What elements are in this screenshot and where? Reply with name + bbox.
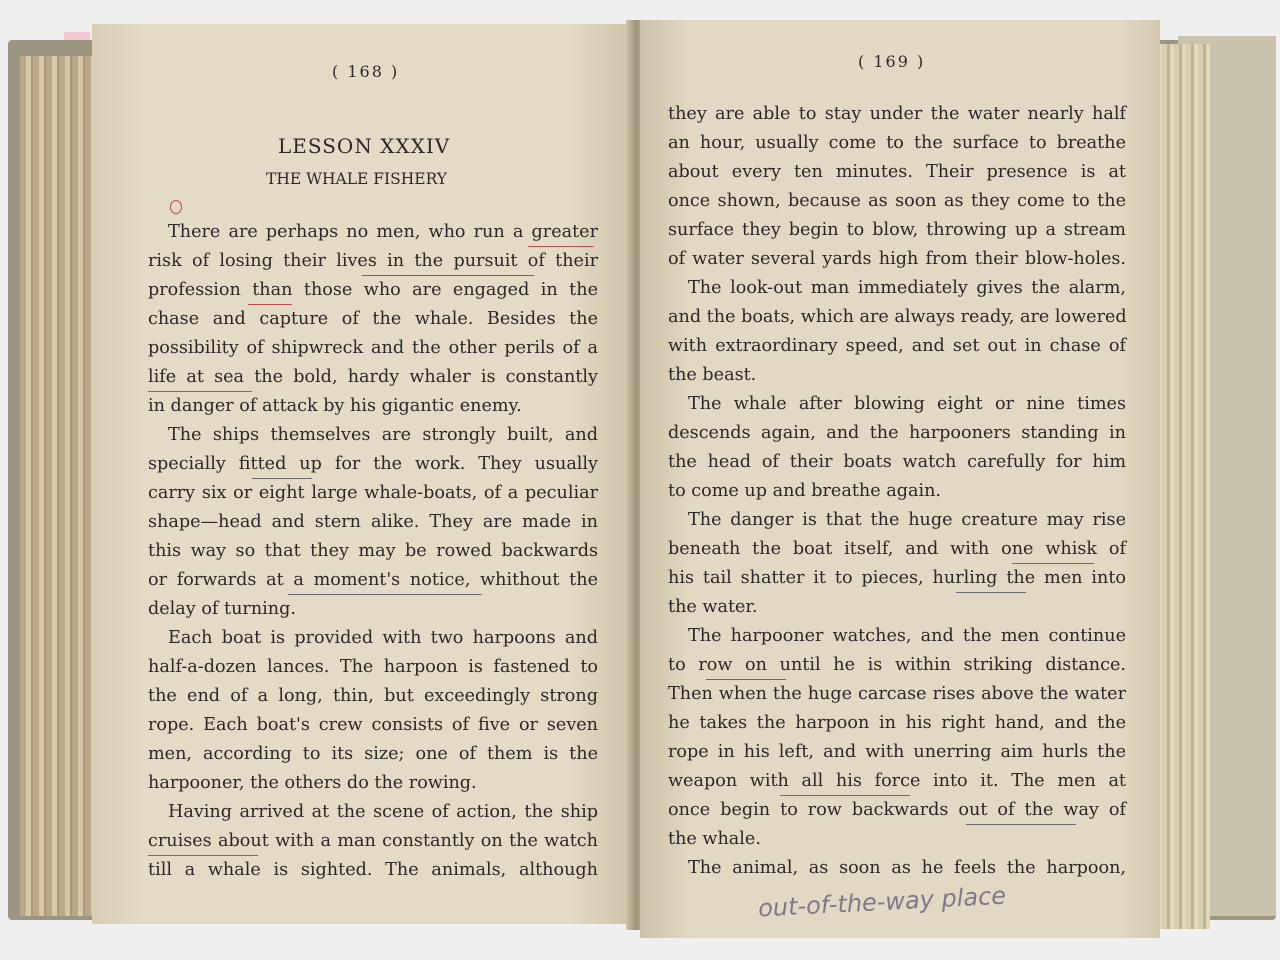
text-line: weapon with all his force into it. The men at [668, 771, 1126, 791]
text-line: descends again, and the harpooners standing in [668, 423, 1126, 443]
underline-mark [148, 855, 258, 856]
text-line: till a whale is sighted. The animals, although [148, 860, 598, 880]
underline-mark [1012, 563, 1094, 564]
text-line: Then when the huge carcase rises above the water [668, 684, 1126, 704]
text-line: the beast. [668, 365, 757, 385]
text-line: once shown, because as soon as they come to the [668, 191, 1126, 211]
underline-mark [706, 679, 786, 680]
text-line: the whale. [668, 829, 761, 849]
underline-mark [362, 275, 534, 276]
text-line: he takes the harpoon in his right hand, and the [668, 713, 1126, 733]
text-line: beneath the boat itself, and with one whisk of [668, 539, 1126, 559]
text-line: The ships themselves are strongly built, and [168, 425, 598, 445]
text-line: cruises about with a man constantly on the watch [148, 831, 598, 851]
text-line: the head of their boats watch carefully for him [668, 452, 1126, 472]
text-line: about every ten minutes. Their presence is at [668, 162, 1126, 182]
text-line: Each boat is provided with two harpoons and [168, 628, 598, 648]
text-line: half-a-dozen lances. The harpoon is fastened to [148, 657, 598, 677]
underline-mark [780, 795, 910, 796]
left-page [92, 24, 632, 924]
text-line: the end of a long, thin, but exceedingly strong [148, 686, 598, 706]
text-line: surface they begin to blow, throwing up a stream [668, 220, 1126, 240]
text-line: life at sea the bold, hardy whaler is constantly [148, 367, 598, 387]
right-page [640, 20, 1160, 938]
underline-mark [148, 391, 252, 392]
text-line: once begin to row backwards out of the way of [668, 800, 1126, 820]
text-line: chase and capture of the whale. Besides the [148, 309, 598, 329]
text-line: specially fitted up for the work. They usually [148, 454, 598, 474]
page-number: ( 168 ) [332, 62, 400, 81]
text-line: of water several yards high from their blow-holes. [668, 249, 1126, 269]
lesson-title: THE WHALE FISHERY [266, 170, 448, 188]
underline-mark [956, 592, 1026, 593]
text-line: The harpooner watches, and the men continue [688, 626, 1126, 646]
handwritten-note: out-of-the-way place [757, 881, 1007, 923]
underline-mark [248, 304, 292, 305]
underline-mark [528, 246, 594, 247]
text-line: or forwards at a moment's notice, whithout the [148, 570, 598, 590]
page-number: ( 169 ) [858, 52, 926, 71]
text-line: the water. [668, 597, 758, 617]
text-line: Having arrived at the scene of action, the ship [168, 802, 598, 822]
text-line: with extraordinary speed, and set out in chase of [668, 336, 1126, 356]
text-line: harpooner, the others do the rowing. [148, 773, 477, 793]
text-line: risk of losing their lives in the pursuit of their [148, 251, 598, 271]
text-line: profession than those who are engaged in the [148, 280, 598, 300]
text-line: to row on until he is within striking distance. [668, 655, 1126, 675]
text-line: this way so that they may be rowed backwards [148, 541, 598, 561]
text-line: an hour, usually come to the surface to breathe [668, 133, 1126, 153]
text-line: men, according to its size; one of them is the [148, 744, 598, 764]
text-line: There are perhaps no men, who run a greater [168, 222, 598, 242]
lesson-heading: LESSON XXXIV [278, 134, 451, 158]
text-line: shape—head and stern alike. They are made in [148, 512, 598, 532]
text-line: The look-out man immediately gives the alarm, [688, 278, 1126, 298]
text-line: The animal, as soon as he feels the harpoon, [688, 858, 1126, 878]
text-line: in danger of attack by his gigantic enemy. [148, 396, 522, 416]
text-line: rope in his left, and with unerring aim hurls the [668, 742, 1126, 762]
text-line: to come up and breathe again. [668, 481, 942, 501]
text-line: possibility of shipwreck and the other perils of a [148, 338, 598, 358]
text-line: his tail shatter it to pieces, hurling the men into [668, 568, 1126, 588]
red-circle-mark [170, 200, 182, 214]
text-line: rope. Each boat's crew consists of five or seven [148, 715, 598, 735]
text-line: The danger is that the huge creature may rise [688, 510, 1126, 530]
underline-mark [966, 824, 1076, 825]
text-line: and the boats, which are always ready, are lowered [668, 307, 1127, 327]
underline-mark [288, 594, 482, 595]
text-line: they are able to stay under the water nearly half [668, 104, 1126, 124]
text-line: carry six or eight large whale-boats, of a peculiar [148, 483, 598, 503]
underline-mark [252, 478, 312, 479]
text-line: The whale after blowing eight or nine times [688, 394, 1126, 414]
text-line: delay of turning. [148, 599, 296, 619]
